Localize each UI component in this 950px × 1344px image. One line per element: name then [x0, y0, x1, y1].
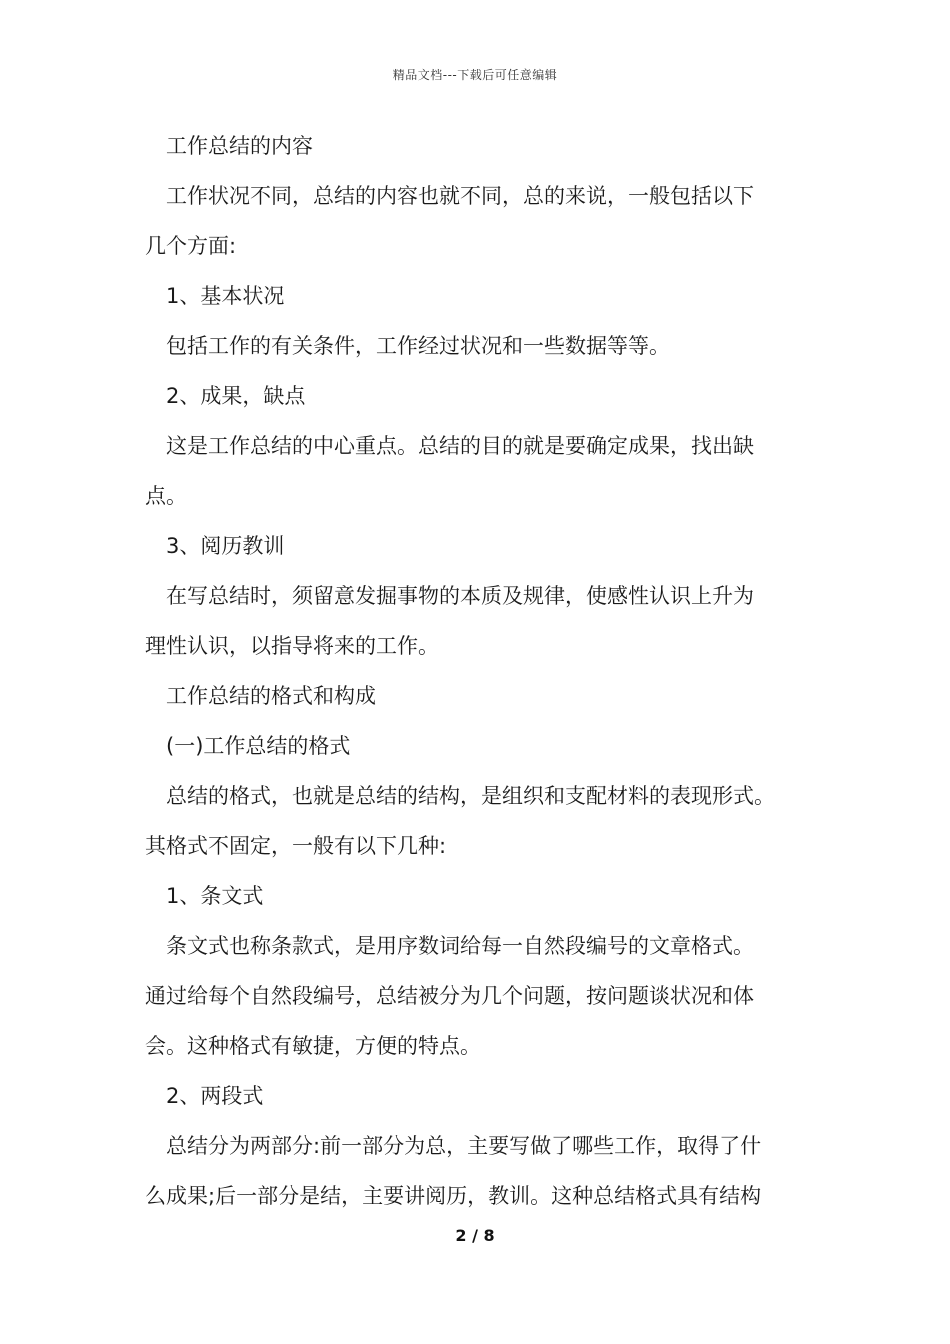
- body-line: 会。这种格式有敏捷，方便的特点。: [145, 1034, 481, 1058]
- body-line: 1、基本状况: [166, 284, 285, 308]
- body-line: 条文式也称条款式，是用序数词给每一自然段编号的文章格式。: [166, 934, 754, 958]
- body-line: (一)工作总结的格式: [166, 734, 351, 758]
- body-line: 工作总结的格式和构成: [166, 684, 376, 708]
- body-line: 其格式不固定，一般有以下几种:: [145, 834, 447, 858]
- body-line: 3、阅历教训: [166, 534, 285, 558]
- body-line: 2、成果，缺点: [166, 384, 306, 408]
- body-line: 1、条文式: [166, 884, 264, 908]
- document-body: [145, 128, 810, 1228]
- body-line: 包括工作的有关条件，工作经过状况和一些数据等等。: [166, 334, 670, 358]
- body-line: 理性认识，以指导将来的工作。: [145, 634, 439, 658]
- body-line: 2、两段式: [166, 1084, 264, 1108]
- page-header: 精品文档---下载后可任意编辑: [392, 68, 558, 82]
- body-line: 这是工作总结的中心重点。总结的目的就是要确定成果，找出缺: [166, 434, 754, 458]
- body-line: 总结分为两部分:前一部分为总，主要写做了哪些工作，取得了什: [166, 1134, 762, 1158]
- body-line: 点。: [145, 484, 187, 508]
- body-line: 在写总结时，须留意发掘事物的本质及规律，使感性认识上升为: [166, 584, 754, 608]
- page-number: 2 / 8: [455, 1226, 495, 1245]
- body-line: 几个方面:: [145, 234, 237, 258]
- body-line: 工作状况不同，总结的内容也就不同，总的来说，一般包括以下: [166, 184, 754, 208]
- body-line: 总结的格式，也就是总结的结构，是组织和支配材料的表现形式。: [166, 784, 775, 808]
- body-line: 么成果;后一部分是结，主要讲阅历，教训。这种总结格式具有结构: [145, 1184, 762, 1208]
- body-line: 工作总结的内容: [166, 134, 313, 158]
- body-line: 通过给每个自然段编号，总结被分为几个问题，按问题谈状况和体: [145, 984, 754, 1008]
